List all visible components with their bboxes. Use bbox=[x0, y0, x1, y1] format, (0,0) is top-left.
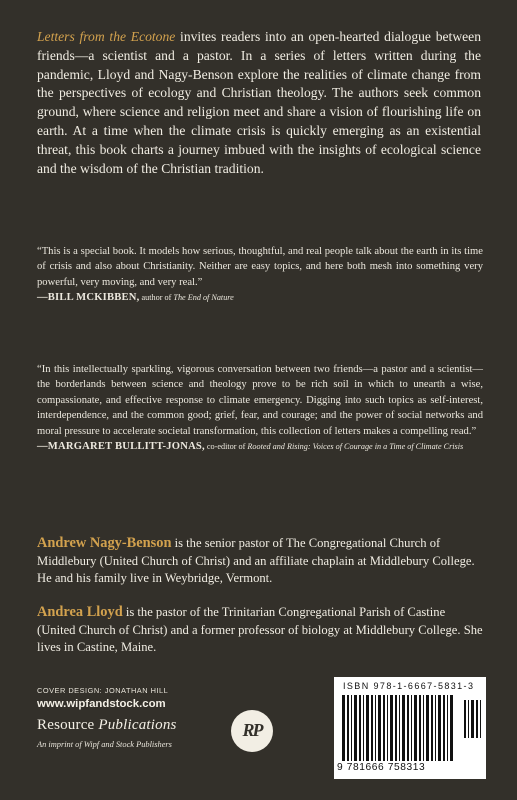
endorser-role: author of bbox=[139, 293, 174, 303]
publisher-name bbox=[37, 717, 177, 734]
endorsement-attribution bbox=[37, 439, 483, 454]
back-cover-blurb bbox=[37, 28, 481, 178]
book-title: Letters from the Ecotone bbox=[37, 29, 176, 44]
endorsement-quote: “In this intellectually sparkling, vigorous conversation between two friends—a pastor and a scientist—the borderlands between science and theology prove to be rich soil in which to unearth a wise, compassionate, and effective response to climate emergency. Digging into such topics as self-interest, interdependence, and the common good; grief, fear, and courage; and the power of social networks and moral pressure to accelerate societal transformation, this collection of letters makes a compelling read.” bbox=[37, 364, 483, 437]
endorsement-quote: “This is a special book. It models how serious, thoughtful, and real people talk about the earth in its time of crisis and also about Christianity. Neither are easy topics, and here both mesh into something very powerful, very moving, and very real.” bbox=[37, 246, 483, 288]
publisher-logo bbox=[231, 710, 273, 752]
barcode-digits: 9 781666 758313 bbox=[337, 762, 426, 773]
endorser-role: co-editor of bbox=[204, 442, 248, 452]
endorser-work: Rooted and Rising: Voices of Courage in a Time of Climate Crisis bbox=[247, 442, 464, 452]
publisher-word-1: Resource bbox=[37, 717, 95, 733]
author-bio-text: is the senior pastor of The Congregational Church of Middlebury (United Church of Christ) and an affiliate chaplain at Middlebury College. He and his family live in Weybridge, Vermont. bbox=[37, 536, 475, 586]
publisher-logo-letters: RP bbox=[242, 720, 262, 740]
author-name: Andrea Lloyd bbox=[37, 604, 123, 620]
publisher-word-2: Publications bbox=[94, 717, 177, 733]
barcode-addon-icon bbox=[464, 700, 482, 738]
blurb-text: invites readers into an open-hearted dialogue between friends—a scientist and a pastor. In a series of letters written during the pandemic, Lloyd and Nagy-Benson explore the realities of climate change from the perspectives of ecology and Christian theology. The authors seek common ground, where science and religion meet and share a vision of flourishing life on earth. At a time when the climate crisis is quickly emerging as an existential threat, this book charts a journey imbued with the insights of ecological science and the wisdom of the Christian tradition. bbox=[37, 29, 481, 176]
endorser-name: —MARGARET BULLITT-JONAS, bbox=[37, 441, 205, 453]
imprint-line: An imprint of Wipf and Stock Publishers bbox=[37, 740, 172, 749]
endorsement-mckibben bbox=[37, 244, 483, 306]
endorser-work: The End of Nature bbox=[173, 293, 234, 303]
author-bio-text: is the pastor of the Trinitarian Congregational Parish of Castine (United Church of Christ) and a former professor of biology at Middlebury College. She lives in Castine, Maine. bbox=[37, 605, 483, 655]
endorser-name: —BILL MCKIBBEN, bbox=[37, 292, 140, 304]
author-bio-nagy-benson bbox=[37, 535, 483, 588]
endorsement-attribution bbox=[37, 290, 483, 305]
barcode-icon bbox=[342, 695, 454, 761]
publisher-website: www.wipfandstock.com bbox=[37, 698, 166, 710]
endorsement-bullitt-jonas bbox=[37, 362, 483, 454]
cover-design-credit: COVER DESIGN: JONATHAN HILL bbox=[37, 686, 169, 695]
author-name: Andrew Nagy-Benson bbox=[37, 535, 172, 551]
author-bio-lloyd bbox=[37, 604, 483, 657]
isbn-label: ISBN 978-1-6667-5831-3 bbox=[343, 681, 475, 691]
